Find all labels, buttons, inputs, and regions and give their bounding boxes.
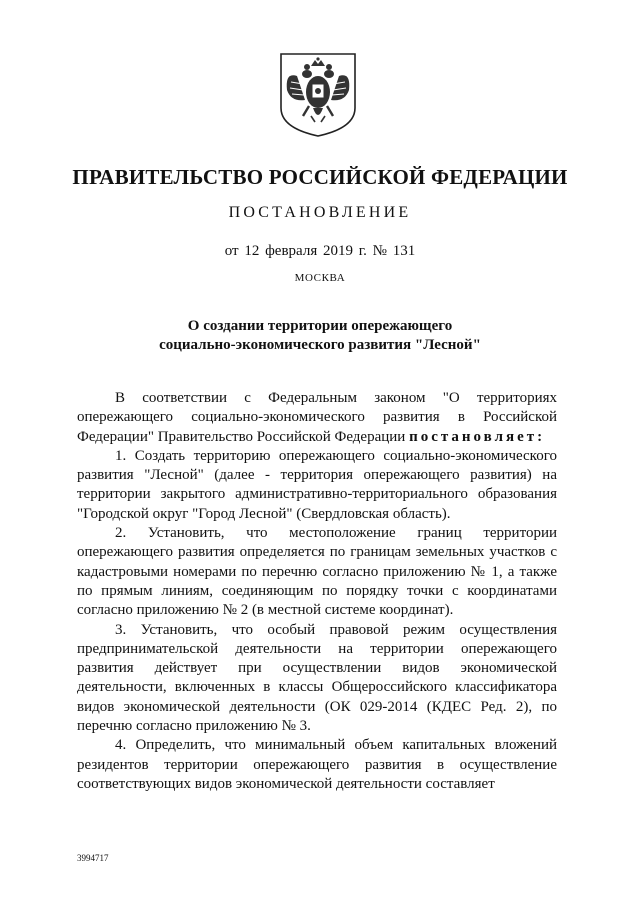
paragraph-1: 1. Создать территорию опережающего социально-экономического развития "Лесной" (далее - территория опережающего развития) на территории закрытого административно-территориального образования "Городской округ "Город Лесной" (Свердловская область). [77, 447, 557, 522]
coat-of-arms-icon [275, 50, 361, 138]
intro-paragraph [77, 389, 557, 447]
document-subject [0, 317, 640, 355]
subject-line-2: социально-экономического развития "Лесной" [159, 337, 481, 353]
document-body [77, 389, 557, 794]
intro-verb: постановляет: [409, 428, 546, 445]
document-date: от 12 февраля 2019 г. № 131 [224, 243, 416, 259]
paragraph-3: 3. Установить, что особый правовой режим осуществления предпринимательской деятельности на территории опережающего развития действует при осуществлении видов экономической деятельности, включенных в классы Общероссийского классификатора видов экономической деятельности (ОК 029-2014 (КДЕС Ред. 2), по перечню согласно приложению № 3. [77, 621, 557, 735]
government-title: ПРАВИТЕЛЬСТВО РОССИЙСКОЙ ФЕДЕРАЦИИ [72, 165, 568, 189]
paragraph-2: 2. Установить, что местоположение границ территории опережающего развития определяется по границам земельных участков с кадастровыми номерами по перечню согласно приложению № 1, а также по прямым линиям, соединяющим по порядку точки с координатами согласно приложению № 2 (в местной системе координат). [77, 525, 557, 619]
subject-line-1: О создании территории опережающего [187, 318, 453, 334]
footer-document-number: 3994717 [77, 853, 109, 863]
document-city: МОСКВА [294, 272, 346, 284]
paragraph-4: 4. Определить, что минимальный объем капитальных вложений резидентов территории опережающего развития в осуществление соответствующих видов экономической деятельности составляет [77, 737, 557, 792]
intro-text: В соответствии с Федеральным законом "О территориях опережающего социально-экономического развития в Российской Федерации" Правительство Российской Федерации [77, 390, 557, 445]
document-type: ПОСТАНОВЛЕНИЕ [228, 204, 412, 221]
